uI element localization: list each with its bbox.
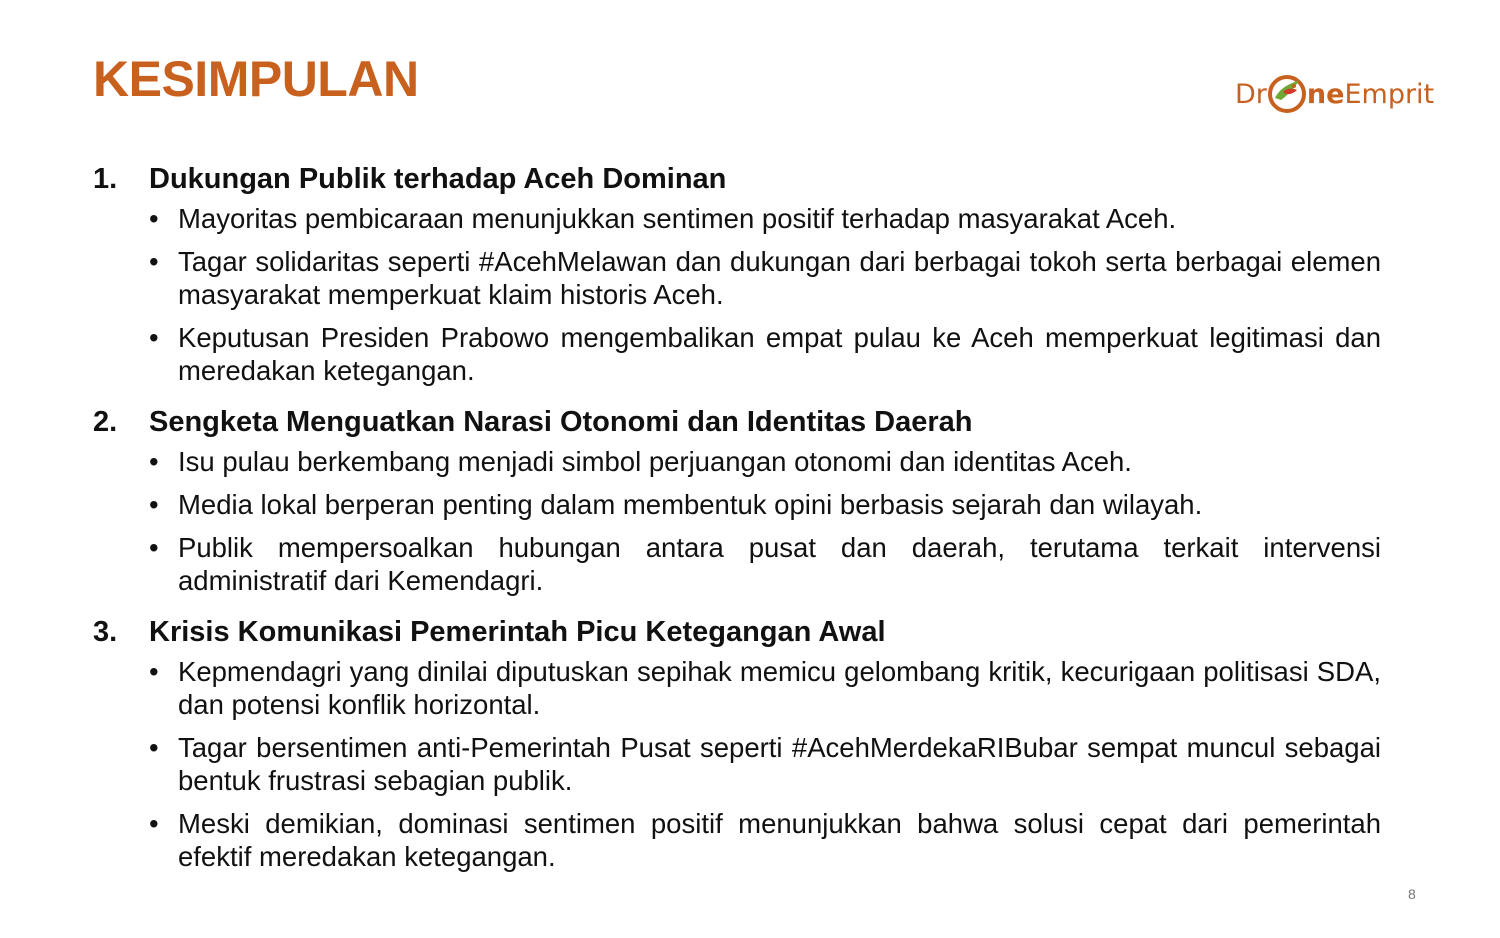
- bullet-icon: •: [149, 446, 159, 477]
- bullet-item: [149, 445, 1381, 478]
- section-2: [93, 403, 1381, 597]
- bullet-item: [149, 531, 1381, 597]
- page-number: 8: [1408, 886, 1416, 902]
- bullet-text: Kepmendagri yang dinilai diputuskan sepihak memicu gelombang kritik, kecurigaan politisasi SDA, dan potensi konflik horizontal.: [178, 656, 1381, 720]
- bullet-item: [149, 655, 1381, 721]
- conclusion-content: [93, 160, 1381, 889]
- section-title: Sengketa Menguatkan Narasi Otonomi dan Identitas Daerah: [149, 406, 973, 438]
- bullet-icon: •: [149, 732, 159, 763]
- bullet-icon: •: [149, 808, 159, 839]
- bullet-text: Mayoritas pembicaraan menunjukkan sentimen positif terhadap masyarakat Aceh.: [178, 203, 1177, 234]
- section-heading: [93, 160, 1381, 198]
- logo-ring-icon: [1265, 72, 1309, 116]
- bullet-list: [93, 202, 1381, 387]
- logo-text-part3: Emprit: [1344, 78, 1435, 110]
- bullet-text: Tagar bersentimen anti-Pemerintah Pusat seperti #AcehMerdekaRIBubar sempat muncul sebagai bentuk frustrasi sebagian publik.: [178, 732, 1381, 796]
- bullet-text: Meski demikian, dominasi sentimen positif menunjukkan bahwa solusi cepat dari pemerintah efektif meredakan ketegangan.: [178, 808, 1381, 872]
- bullet-item: [149, 488, 1381, 521]
- logo-text-part2: ne: [1306, 78, 1345, 110]
- section-number: 1.: [93, 163, 118, 195]
- bullet-icon: •: [149, 246, 159, 277]
- bullet-text: Publik mempersoalkan hubungan antara pusat dan daerah, terutama terkait intervensi administratif dari Kemendagri.: [178, 532, 1381, 596]
- bullet-icon: •: [149, 203, 159, 234]
- section-3: [93, 613, 1381, 873]
- bullet-item: [149, 202, 1381, 235]
- bullet-text: Isu pulau berkembang menjadi simbol perjuangan otonomi dan identitas Aceh.: [178, 446, 1132, 477]
- section-1: [93, 160, 1381, 387]
- bullet-text: Media lokal berperan penting dalam membentuk opini berbasis sejarah dan wilayah.: [178, 489, 1203, 520]
- bullet-item: [149, 731, 1381, 797]
- section-number: 2.: [93, 406, 118, 438]
- bullet-list: [93, 445, 1381, 597]
- logo-text-part1: Dr: [1235, 78, 1267, 110]
- bullet-text: Keputusan Presiden Prabowo mengembalikan empat pulau ke Aceh memperkuat legitimasi dan meredakan ketegangan.: [178, 322, 1381, 386]
- section-heading: [93, 613, 1381, 651]
- bullet-icon: •: [149, 489, 159, 520]
- drone-emprit-logo: [1235, 68, 1434, 120]
- bullet-icon: •: [149, 322, 159, 353]
- section-heading: [93, 403, 1381, 441]
- bullet-icon: •: [149, 532, 159, 563]
- section-title: Krisis Komunikasi Pemerintah Picu Ketegangan Awal: [149, 616, 886, 648]
- bullet-item: [149, 807, 1381, 873]
- bullet-list: [93, 655, 1381, 873]
- section-title: Dukungan Publik terhadap Aceh Dominan: [149, 163, 727, 195]
- bullet-item: [149, 321, 1381, 387]
- slide-title: KESIMPULAN: [93, 51, 419, 107]
- bullet-item: [149, 245, 1381, 311]
- bullet-icon: •: [149, 656, 159, 687]
- bullet-text: Tagar solidaritas seperti #AcehMelawan dan dukungan dari berbagai tokoh serta berbagai elemen masyarakat memperkuat klaim historis Aceh.: [178, 246, 1381, 310]
- section-number: 3.: [93, 616, 118, 648]
